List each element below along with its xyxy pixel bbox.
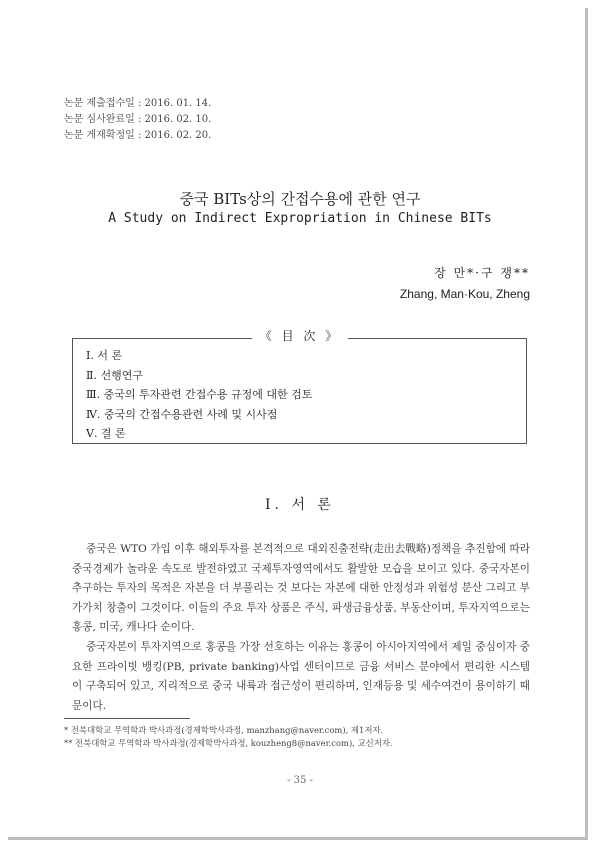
toc-list (86, 346, 312, 444)
authors-korean: 장 만*·구 쟁** (434, 266, 530, 280)
paper-title-korean: 중국 BITs상의 간접수용에 관한 연구 (179, 190, 421, 208)
confirmed-date: 논문 게재확정일 : 2016. 02. 20. (64, 130, 212, 141)
toc-item: Ⅱ. 선행연구 (86, 368, 143, 382)
section-heading: Ⅰ. 서 론 (265, 497, 335, 513)
paragraph: 중국자본이 투자지역으로 홍콩을 가장 선호하는 이유는 홍콩이 아시아지역에서 제일 중심이자 중요한 프라이빗 뱅킹(PB, private banking)사업 센터이므로 금융 서비스 분야에서 편리한 시스템이 구축되어 있고, 지리적으로 중국 내륙과 접근성이 편리하며, 인재등용 및 세수여건이 용이하기 때문이다. (72, 640, 530, 712)
toc-item: Ⅲ. 중국의 투자관련 간접수용 규정에 대한 검토 (86, 388, 313, 401)
paper-title-english: A Study on Indirect Expropriation in Chinese BITs (108, 211, 492, 226)
submission-dates (64, 96, 211, 144)
authors-english: Zhang, Man·Kou, Zheng (399, 287, 530, 301)
toc-title (0, 327, 600, 344)
footnotes (64, 724, 393, 750)
footnote-corresponding-author: ** 전북대학교 무역학과 박사과정(경제학박사과정, kouzheng8@naver.com), 교신저자. (64, 738, 393, 748)
toc-title-text: 《 目 次 》 (252, 329, 348, 343)
page-number: - 35 - (287, 775, 313, 786)
reviewed-date: 논문 심사완료일 : 2016. 02. 10. (64, 114, 212, 125)
submitted-date: 논문 제출접수일 : 2016. 01. 14. (64, 98, 212, 109)
toc-item: Ⅰ. 서 론 (86, 349, 123, 362)
toc-item: Ⅴ. 결 론 (86, 427, 126, 440)
body-text (72, 540, 530, 716)
paragraph: 중국은 WTO 가입 이후 해외투자를 본격적으로 대외진출전략(走出去戰略)정책을 추진함에 따라 중국경제가 놀라운 속도로 발전하였고 국제투자영역에서도 활발한 모습을 보이고 있다. 중국자본이 추구하는 투자의 목적은 자본을 더 부풀리는 것 보다는 자본에 대한 안정성과 위험성 분산 그리고 부가가치 창출이 그것이다. 이들의 주요 투자 상품은 주식, 파생금융상품, 부동산이며, 투자지역으로는 홍콩, 미국, 캐나다 순이다. (72, 543, 530, 634)
toc-item: Ⅳ. 중국의 간접수용관련 사례 및 시사점 (86, 407, 278, 421)
footnote-first-author: * 전북대학교 무역학과 박사과정(경제학박사과정, manzhang@naver.com), 제1저자. (64, 725, 384, 735)
footnote-divider (64, 718, 190, 719)
